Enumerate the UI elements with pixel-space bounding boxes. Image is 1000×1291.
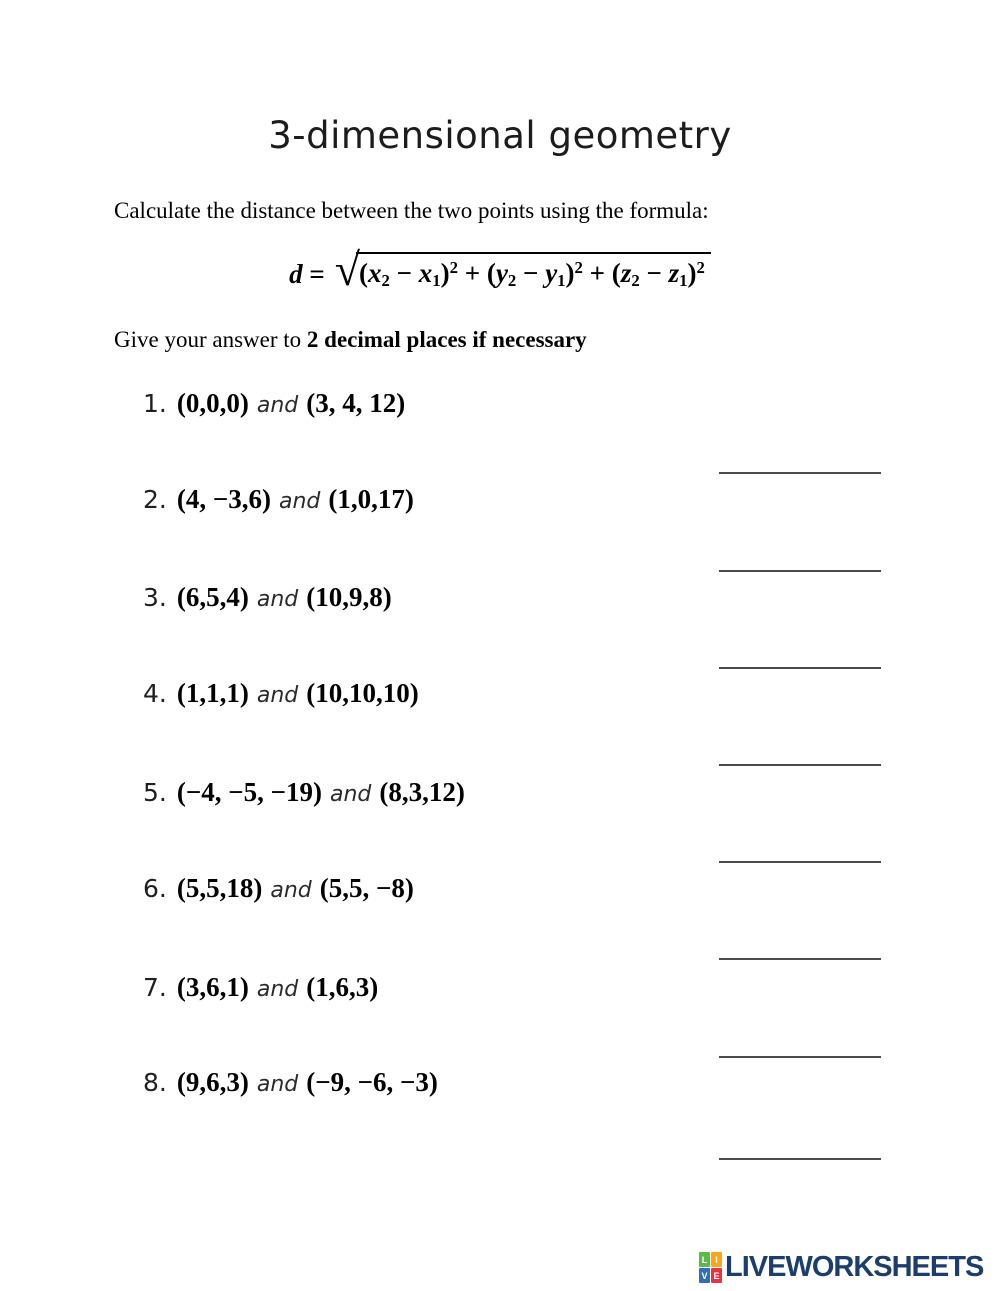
question-number: 4. <box>143 679 167 708</box>
point-b: (1,0,17) <box>328 484 414 514</box>
logo-block-l: L <box>699 1252 710 1267</box>
point-a: (4, −3,6) <box>176 484 271 514</box>
question-item-1 <box>143 388 405 419</box>
answer-blank-8[interactable] <box>719 1158 881 1160</box>
question-number: 6. <box>143 874 167 903</box>
answer-blank-3[interactable] <box>719 667 881 669</box>
question-item-2 <box>143 484 414 515</box>
formula-radicand: $(x_2 - x_1)^2 + (y_2 - y_1)^2 + (z_2 - z_1)^2$ <box>356 252 711 289</box>
question-number: 2. <box>143 485 167 514</box>
sqrt-symbol: √ <box>334 244 361 295</box>
point-b: (3, 4, 12) <box>306 388 406 418</box>
logo-block-i: I <box>711 1252 722 1267</box>
point-a: (6,5,4) <box>176 582 249 612</box>
liveworksheets-blocks-icon <box>699 1252 722 1283</box>
conjunction: and <box>256 1072 299 1097</box>
question-number: 1. <box>143 389 167 418</box>
conjunction: and <box>256 393 299 418</box>
answer-blank-7[interactable] <box>719 1056 881 1058</box>
point-b: (10,10,10) <box>306 678 419 708</box>
logo-block-e: E <box>711 1268 722 1283</box>
point-a: (5,5,18) <box>176 873 263 903</box>
instruction-bold: 2 decimal places if necessary <box>306 327 587 352</box>
question-item-6 <box>143 873 414 904</box>
conjunction: and <box>278 489 321 514</box>
conjunction: and <box>256 587 299 612</box>
point-a: (1,1,1) <box>176 678 249 708</box>
point-b: (5,5, −8) <box>319 873 414 903</box>
conjunction: and <box>330 782 372 807</box>
question-item-8 <box>143 1067 438 1098</box>
point-b: (1,6,3) <box>306 972 379 1002</box>
answer-blank-1[interactable] <box>719 472 881 474</box>
worksheet-title: 3-dimensional geometry <box>268 114 732 157</box>
question-item-3 <box>143 582 392 613</box>
instruction-text <box>114 327 587 353</box>
question-item-5 <box>143 777 465 808</box>
conjunction: and <box>270 878 312 903</box>
point-a: (−4, −5, −19) <box>176 777 322 807</box>
answer-blank-4[interactable] <box>719 764 881 766</box>
point-a: (9,6,3) <box>176 1067 249 1097</box>
answer-blank-5[interactable] <box>719 861 881 863</box>
answer-blank-2[interactable] <box>719 570 881 572</box>
formula-lhs: d = <box>289 259 325 289</box>
point-b: (8,3,12) <box>379 777 465 807</box>
point-b: (10,9,8) <box>306 582 392 612</box>
instruction-normal: Give your answer to <box>114 327 307 352</box>
question-number: 7. <box>143 973 167 1002</box>
liveworksheets-logo[interactable] <box>699 1251 983 1284</box>
question-item-4 <box>143 678 419 709</box>
point-a: (3,6,1) <box>176 972 249 1002</box>
point-b: (−9, −6, −3) <box>306 1067 438 1097</box>
liveworksheets-logo-text: LIVEWORKSHEETS <box>725 1251 984 1283</box>
distance-formula <box>0 244 1000 298</box>
logo-block-v: V <box>699 1268 710 1283</box>
conjunction: and <box>256 683 299 708</box>
question-item-7 <box>143 972 378 1003</box>
question-number: 5. <box>143 778 167 807</box>
question-number: 8. <box>143 1068 167 1097</box>
point-a: (0,0,0) <box>176 388 249 418</box>
question-number: 3. <box>143 583 167 612</box>
answer-blank-6[interactable] <box>719 958 881 960</box>
conjunction: and <box>256 977 299 1002</box>
intro-text: Calculate the distance between the two points using the formula: <box>114 198 709 223</box>
